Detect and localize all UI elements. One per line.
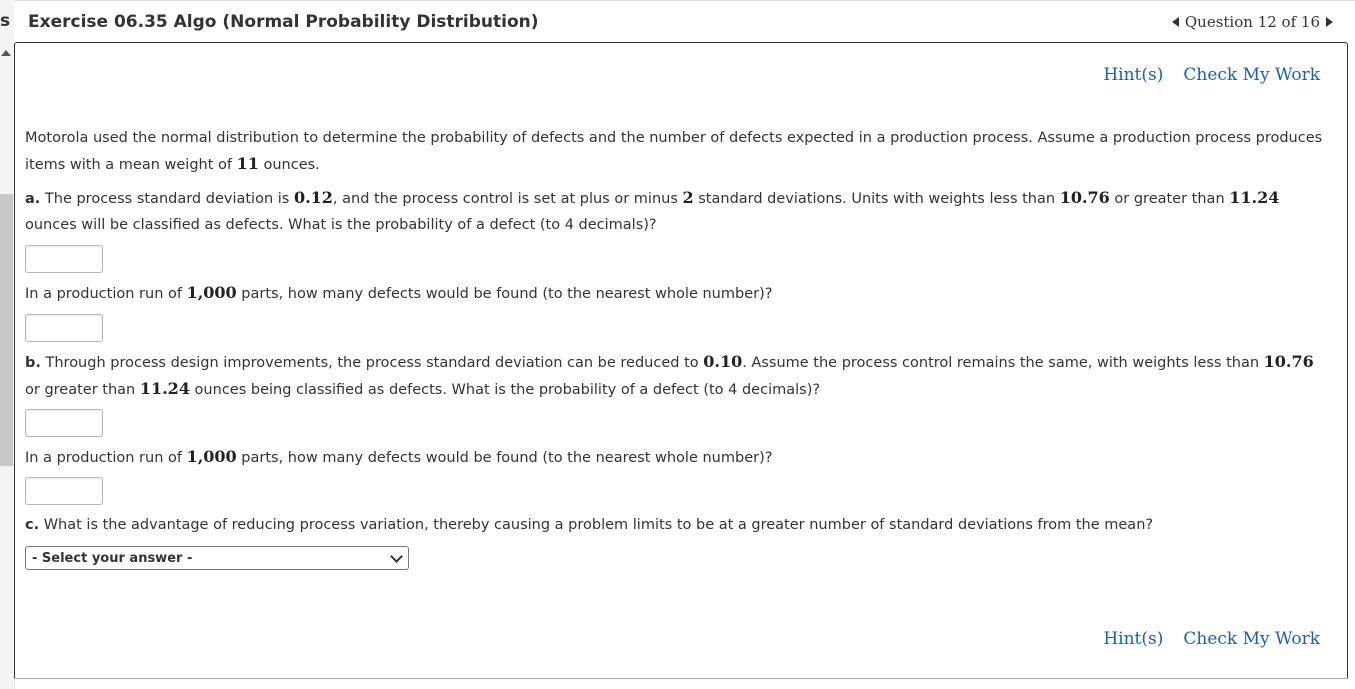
part-b-defects-input[interactable] <box>25 477 103 505</box>
part-a-parts: 1,000 <box>186 283 237 302</box>
part-a-lower: 10.76 <box>1059 188 1110 207</box>
part-c-text: What is the advantage of reducing process variation, thereby causing a problem limits to be at a greater number of standard deviations from the mean? <box>39 517 1154 533</box>
nav-next-icon[interactable] <box>1326 17 1333 27</box>
chevron-down-icon <box>390 550 403 563</box>
part-a-q2-text-2: parts, how many defects would be found (to the nearest whole number)? <box>236 286 773 302</box>
divider <box>14 678 1348 679</box>
part-b-text-4: ounces being classified as defects. What is the probability of a defect (to 4 decimals)? <box>189 382 821 398</box>
part-a-text-4: or greater than <box>1109 191 1230 207</box>
part-a-q2-text-1: In a production run of <box>25 286 187 302</box>
left-panel-strip <box>0 0 15 689</box>
left-edge-letter: s <box>0 11 11 31</box>
part-a-defects-input[interactable] <box>25 314 103 342</box>
hints-link-bottom[interactable]: Hint(s) <box>1103 629 1164 649</box>
part-a-upper: 11.24 <box>1229 188 1280 207</box>
check-my-work-link[interactable]: Check My Work <box>1183 65 1320 85</box>
bottom-action-links <box>1103 629 1320 649</box>
hints-link[interactable]: Hint(s) <box>1103 65 1164 85</box>
part-a-probability-input[interactable] <box>25 245 103 273</box>
part-b-label: b. <box>25 355 41 371</box>
part-a-defects-question <box>25 280 1325 307</box>
part-b-defects-question <box>25 444 1325 471</box>
top-action-links <box>1103 65 1320 85</box>
part-b-text-3: or greater than <box>25 382 140 398</box>
part-b-upper: 11.24 <box>139 379 190 398</box>
part-b-q2-text-2: parts, how many defects would be found (to the nearest whole number)? <box>236 450 773 466</box>
part-b-q2-text-1: In a production run of <box>25 450 187 466</box>
part-b-text-2: . Assume the process control remains the same, with weights less than <box>742 355 1264 371</box>
part-b-text-1: Through process design improvements, the process standard deviation can be reduced to <box>40 355 704 371</box>
part-a-text-5: ounces will be classified as defects. What is the probability of a defect (to 4 decimals)? <box>25 217 657 233</box>
select-value: - Select your answer - <box>32 550 193 566</box>
part-a-question <box>25 185 1325 238</box>
exercise-title: Exercise 06.35 Algo (Normal Probability Distribution) <box>28 12 539 32</box>
part-c-label: c. <box>25 517 40 533</box>
part-a-text-3: standard deviations. Units with weights less than <box>693 191 1060 207</box>
part-a-label: a. <box>25 191 41 207</box>
mean-value: 11 <box>236 154 259 173</box>
part-b-question <box>25 349 1325 403</box>
part-b-probability-input[interactable] <box>25 409 103 437</box>
part-a-text-1: The process standard deviation is <box>40 191 294 207</box>
nav-prev-icon[interactable] <box>1172 17 1179 27</box>
check-my-work-link-bottom[interactable]: Check My Work <box>1183 629 1320 649</box>
part-b-sd: 0.10 <box>703 352 743 371</box>
question-panel <box>14 42 1348 679</box>
part-a-sd: 0.12 <box>293 188 333 207</box>
scrollbar-thumb[interactable] <box>0 194 13 466</box>
intro-text-1: Motorola used the normal distribution to determine the probability of defects and the number of defects expected in a production process. Assume a production process produces items with a mean weight of <box>25 130 1323 173</box>
intro-text <box>25 125 1325 178</box>
part-c-question <box>25 512 1325 538</box>
part-c-answer-select[interactable] <box>25 546 409 570</box>
intro-text-2: ounces. <box>258 157 320 173</box>
question-navigator <box>1172 13 1333 31</box>
part-a-text-2: , and the process control is set at plus or minus <box>332 191 683 207</box>
question-counter: Question 12 of 16 <box>1184 13 1320 31</box>
scroll-up-icon[interactable] <box>1 50 11 56</box>
part-b-parts: 1,000 <box>186 447 237 466</box>
part-a-k: 2 <box>682 188 694 207</box>
header-bar <box>14 0 1355 43</box>
part-b-lower: 10.76 <box>1263 352 1314 371</box>
